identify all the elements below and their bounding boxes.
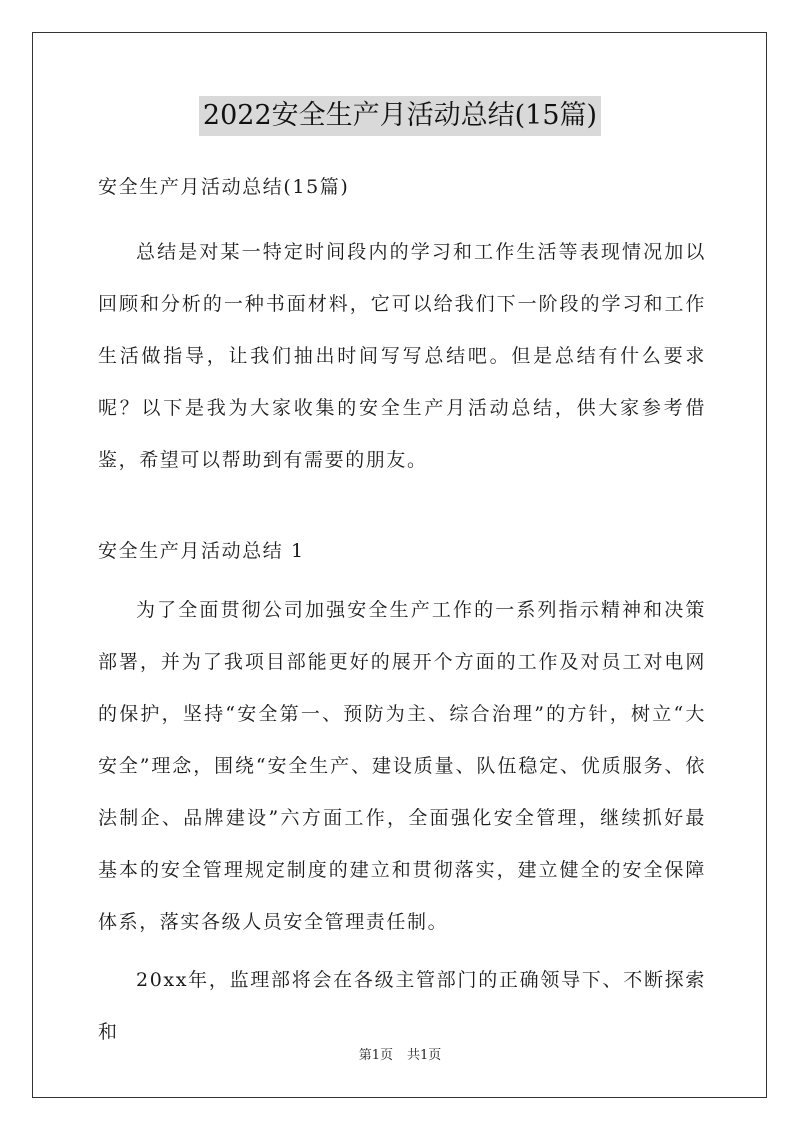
page-number-current: 第1页 [358,1048,393,1063]
document-subtitle: 安全生产月活动总结(15篇) [98,176,350,198]
section-paragraph-1: 为了全面贯彻公司加强安全生产工作的一系列指示精神和决策部署，并为了我项目部能更好的展开个方面的工作及对员工对电网的保护，坚持“安全第一、预防为主、综合治理”的方针，树立“大安全”理念，围绕“安全生产、建设质量、队伍稳定、优质服务、依法制企、品牌建设”六方面工作，全面强化安全管理，继续抓好最基本的安全管理规定制度的建立和贯彻落实，建立健全的安全保障体系，落实各级人员安全管理责任制。 [98,599,706,933]
page-footer [0,1044,800,1063]
page-number-total: 共1页 [407,1048,442,1063]
section-heading: 安全生产月活动总结 1 [98,540,305,562]
section-paragraph-2: 20xx年，监理部将会在各级主管部门的正确领导下、不断探索和 [98,969,706,1043]
intro-paragraph: 总结是对某一特定时间段内的学习和工作生活等表现情况加以回顾和分析的一种书面材料，它可以给我们下一阶段的学习和工作生活做指导，让我们抽出时间写写总结吧。但是总结有什么要求呢？以下是我为大家收集的安全生产月活动总结，供大家参考借鉴，希望可以帮助到有需要的朋友。 [98,241,706,471]
document-title: 2022安全生产月活动总结(15篇) [199,96,601,136]
title-container [0,96,800,136]
document-body [98,168,706,1058]
